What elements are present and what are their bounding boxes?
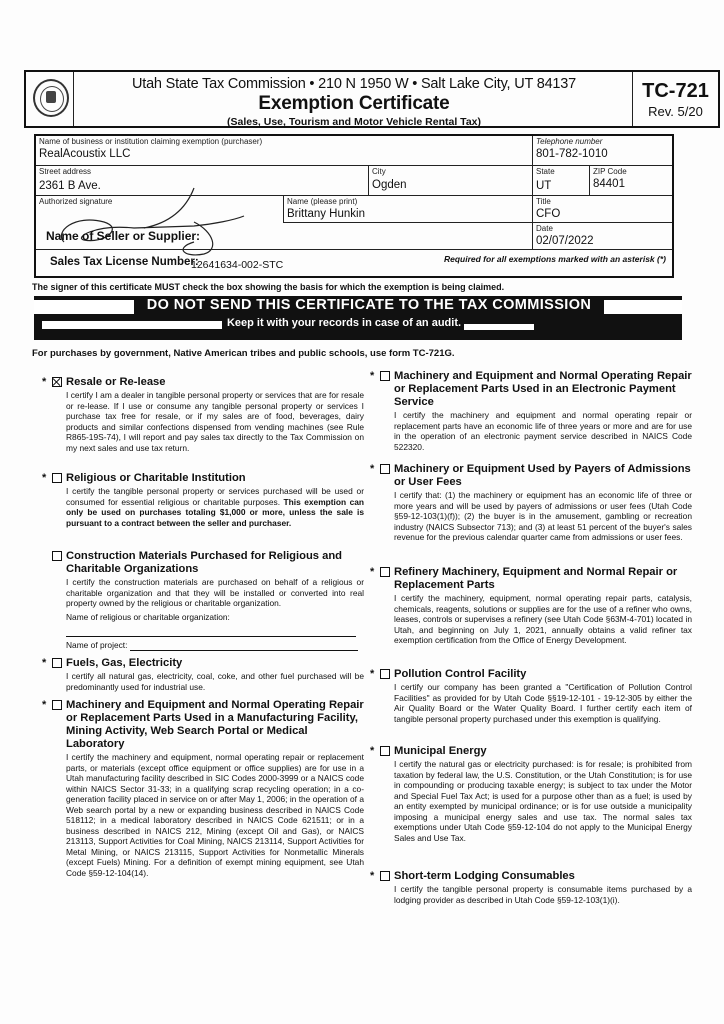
project-name-line	[44, 639, 364, 651]
project-name-label: Name of project:	[66, 639, 128, 650]
title-field[interactable]	[533, 196, 672, 223]
org-name-input[interactable]	[44, 625, 364, 637]
exemption-construction-materials	[44, 550, 364, 651]
exemption-municipal-energy	[372, 745, 692, 843]
description-bold-text: This exemption can only be used on purchases totaling $1,000 or more, unless the sale is pursuant to a contract between the seller and purchaser.	[66, 496, 365, 528]
street-label: Street address	[39, 167, 92, 176]
license-number[interactable]: 12641634-002-STC	[191, 259, 284, 271]
business-name-value: RealAcoustix LLC	[39, 148, 131, 160]
exemption-description: I certify the machinery, equipment, normal operating repair parts, catalysis, chemicals, reagents, solutions or supplies are for the use of a refiner who owns, leases, controls or supervises a refinery (see Utah Code §63M-4-701) located in Utah, and beginning on July 1, 2021, annually obtains a valid refiner tax exemption certification from the Office of Energy Development.	[394, 593, 692, 645]
checkbox-short-term-lodging[interactable]	[380, 871, 390, 881]
exemption-description: I certify the natural gas or electricity purchased: is for resale; is prohibited from taxation by federal law, the U.S. Constitution, or the Utah Constitution; is for use in compounding or producing taxable energy; is subject to tax under the Motor and Special Fuel Tax Act; is used for a purpose other than as a fuel; is used by an entity exempted by municipal ordinance; or is for use outside a municipality imposing a municipal energy sales and use tax. The normal sales tax exemptions under Utah Code §59-12-104 do not apply to the Municipal Energy Sales and Use Tax.	[394, 759, 692, 843]
exemption-description: I certify the construction materials are purchased on behalf of a religious or charitable organization and that they will be installed or converted into real property owned by the religious or charitable organization.	[66, 577, 364, 608]
page-subtitle: (Sales, Use, Tourism and Motor Vehicle Rental Tax)	[226, 116, 481, 128]
exemption-title: Religious or Charitable Institution	[66, 472, 246, 484]
state-field[interactable]	[533, 166, 590, 196]
date-value: 02/07/2022	[536, 235, 594, 247]
required-asterisk: *	[370, 745, 375, 757]
street-value: 2361 B Ave.	[39, 180, 101, 192]
exemption-title: Machinery or Equipment Used by Payers of Admissions or User Fees	[394, 463, 691, 488]
exemption-fuels	[44, 657, 364, 692]
exemption-description: I certify I am a dealer in tangible personal property or services that are for resale or re-lease. If I use or consume any tangible personal property or services I purchase tax free for resale, or if my sales are of food, beverages, dairy products and similar confections dispensed from vending machines (see Rule R865-19S-74), I will report and pay sales tax directly to the Tax Commission on my next sales and use tax return.	[66, 390, 364, 453]
exemption-title: Resale or Re-lease	[66, 376, 166, 388]
required-asterisk: *	[370, 370, 375, 382]
required-asterisk: *	[370, 870, 375, 882]
agency-address: Utah State Tax Commission • 210 N 1950 W • Salt Lake City, UT 84137	[131, 76, 577, 92]
zip-field[interactable]	[590, 166, 672, 196]
state-seal-icon	[33, 79, 69, 117]
seal-cell	[26, 72, 74, 126]
required-asterisk: *	[370, 463, 375, 475]
do-not-send-banner	[34, 296, 682, 340]
business-name-field[interactable]	[36, 136, 533, 166]
checkbox-fuels[interactable]	[52, 658, 62, 668]
zip-value: 84401	[593, 178, 625, 190]
city-field[interactable]	[369, 166, 533, 196]
required-asterisk: *	[42, 376, 47, 388]
date-field[interactable]	[533, 223, 672, 250]
checkbox-admissions-user-fees[interactable]	[380, 464, 390, 474]
required-asterisk: *	[42, 472, 47, 484]
telephone-value: 801-782-1010	[536, 148, 608, 160]
business-name-label: Name of business or institution claiming exemption (purchaser)	[39, 137, 263, 146]
license-row	[36, 250, 672, 276]
city-value: Ogden	[372, 179, 407, 191]
exemption-title: Construction Materials Purchased for Religious and Charitable Organizations	[66, 550, 343, 575]
exemption-refinery	[372, 566, 692, 646]
exemption-pollution-control	[372, 668, 692, 724]
state-value: UT	[536, 180, 552, 192]
banner-subtext: Keep it with your records in case of an audit.	[226, 317, 462, 329]
form-number: TC-721	[642, 80, 709, 102]
exemption-title: Fuels, Gas, Electricity	[66, 657, 183, 669]
telephone-field[interactable]	[533, 136, 672, 166]
exemption-admissions-user-fees	[372, 463, 692, 543]
signature-field[interactable]	[36, 196, 284, 223]
exemption-title: Short-term Lodging Consumables	[394, 870, 575, 882]
checkbox-manufacturing-machinery[interactable]	[52, 700, 62, 710]
exemption-description	[44, 486, 364, 528]
exemption-description: I certify the machinery and equipment and normal operating repair or replacement parts have an economic life of three years or more and are for use in the operation of an electronic payment service described in NAICS Code 522320.	[394, 410, 692, 452]
signer-instruction: The signer of this certificate MUST check the box showing the basis for which the exemption is being claimed.	[32, 282, 505, 292]
exemption-description: I certify the tangible personal property is consumable items purchased by a lodging provider as described in Utah Code §59-12-103(1)(i).	[394, 884, 692, 905]
exemption-title: Machinery and Equipment and Normal Operating Repair or Replacement Parts Used in a Manufacturing Facility, Mining Activity, Web Search Portal or Medical Laboratory	[66, 699, 364, 750]
header-title-block	[74, 72, 634, 126]
exemption-description: I certify the machinery and equipment, normal operating repair or replacement parts, or materials (except office equipment or office supplies) are for use in a Utah manufacturing facility described in SIC Codes 2000-3999 or a NAICS code within NAICS Sector 31-33; in a qualifying scrap recycling operation; in a co-generation facility placed in service on or after May 1, 2006; in the operation of a Web search portal by a new or expanding business described in NAICS Code 518112; in a medical laboratory described in NAICS Code 621511; or in a business described in NAICS 212, Mining (except Oil and Gas), or NAICS 213113, Support Activities for Coal Mining, NAICS 213114, Support Activities for Metal Mining, or NAICS 213115, Support Activities for Nonmetallic Minerals (except Fuels) Mining. For a definition of exempt mining equipment, see Utah Code §59-12-104(14).	[66, 752, 364, 878]
exemption-title: Machinery and Equipment and Normal Operating Repair or Replacement Parts Used in an Electronic Payment Service	[394, 370, 692, 408]
checkbox-religious-charitable[interactable]	[52, 473, 62, 483]
telephone-label: Telephone number	[536, 137, 603, 146]
banner-heading: DO NOT SEND THIS CERTIFICATE TO THE TAX COMMISSION	[146, 297, 592, 313]
required-asterisk: *	[42, 657, 47, 669]
org-name-line	[44, 611, 364, 623]
checkbox-resale[interactable]	[52, 377, 62, 387]
exemption-title: Pollution Control Facility	[394, 668, 527, 680]
exemption-title: Refinery Machinery, Equipment and Normal Repair or Replacement Parts	[394, 566, 678, 591]
required-asterisk: *	[370, 668, 375, 680]
signature-label: Authorized signature	[39, 197, 113, 206]
seller-label: Name of Seller or Supplier:	[46, 229, 201, 243]
exemption-resale	[44, 376, 364, 453]
checkbox-refinery[interactable]	[380, 567, 390, 577]
checkbox-electronic-payment[interactable]	[380, 371, 390, 381]
city-label: City	[372, 167, 386, 176]
date-label: Date	[536, 224, 553, 233]
checkbox-pollution-control[interactable]	[380, 669, 390, 679]
print-name-field[interactable]	[284, 196, 533, 223]
exemption-religious-charitable	[44, 472, 364, 528]
zip-label: ZIP Code	[593, 167, 627, 176]
state-label: State	[536, 167, 555, 176]
exemption-description: I certify our company has been granted a "Certification of Pollution Control Facilities" as provided for by Utah Code §§19-12-101 - 19-12-305 by either the Air Quality Board or the Water Quality Board. I further certify each item of tangible personal property purchased under this exemption is qualifying.	[394, 682, 692, 724]
checkbox-construction-materials[interactable]	[52, 551, 62, 561]
exemption-title: Municipal Energy	[394, 745, 487, 757]
required-asterisk: *	[370, 566, 375, 578]
checkbox-municipal-energy[interactable]	[380, 746, 390, 756]
required-asterisk: *	[42, 699, 47, 711]
exemption-short-term-lodging	[372, 870, 692, 905]
description-text: I certify the tangible personal property or services purchased will be used or consumed for essential religious or charitable purposes.	[66, 486, 364, 507]
form-id-cell	[632, 72, 718, 126]
government-form-note: For purchases by government, Native American tribes and public schools, use form TC-721G.	[32, 348, 455, 359]
purchaser-info-table	[34, 134, 674, 278]
org-name-label: Name of religious or charitable organization:	[66, 611, 230, 622]
project-name-input[interactable]	[130, 650, 358, 651]
exemption-description: I certify all natural gas, electricity, coal, coke, and other fuel purchased will be predominantly used for industrial use.	[66, 671, 364, 692]
title-value: CFO	[536, 208, 561, 220]
page-title: Exemption Certificate	[258, 93, 450, 114]
exemption-description: I certify that: (1) the machinery or equipment has an economic life of three or more years and will be used by payers of admissions or user fees (Utah Code §59-12-103(1)(f)); (2) the buyer is in the amusement, gambling or recreation industry (NAICS Subsector 713); and (3) at least 51 percent of the buyer's sales revenue for the previous calendar quarter came from admissions or user fees.	[394, 490, 692, 542]
required-note: Required for all exemptions marked with an asterisk (*)	[443, 254, 666, 264]
seller-field[interactable]	[36, 223, 533, 250]
print-name-label: Name (please print)	[287, 197, 358, 206]
title-label: Title	[536, 197, 551, 206]
form-revision: Rev. 5/20	[648, 104, 703, 119]
print-name-value: Brittany Hunkin	[287, 208, 365, 220]
exemption-manufacturing-machinery	[44, 699, 364, 878]
form-header	[24, 70, 720, 128]
exemption-electronic-payment	[372, 370, 692, 452]
license-label: Sales Tax License Number:	[50, 256, 199, 268]
